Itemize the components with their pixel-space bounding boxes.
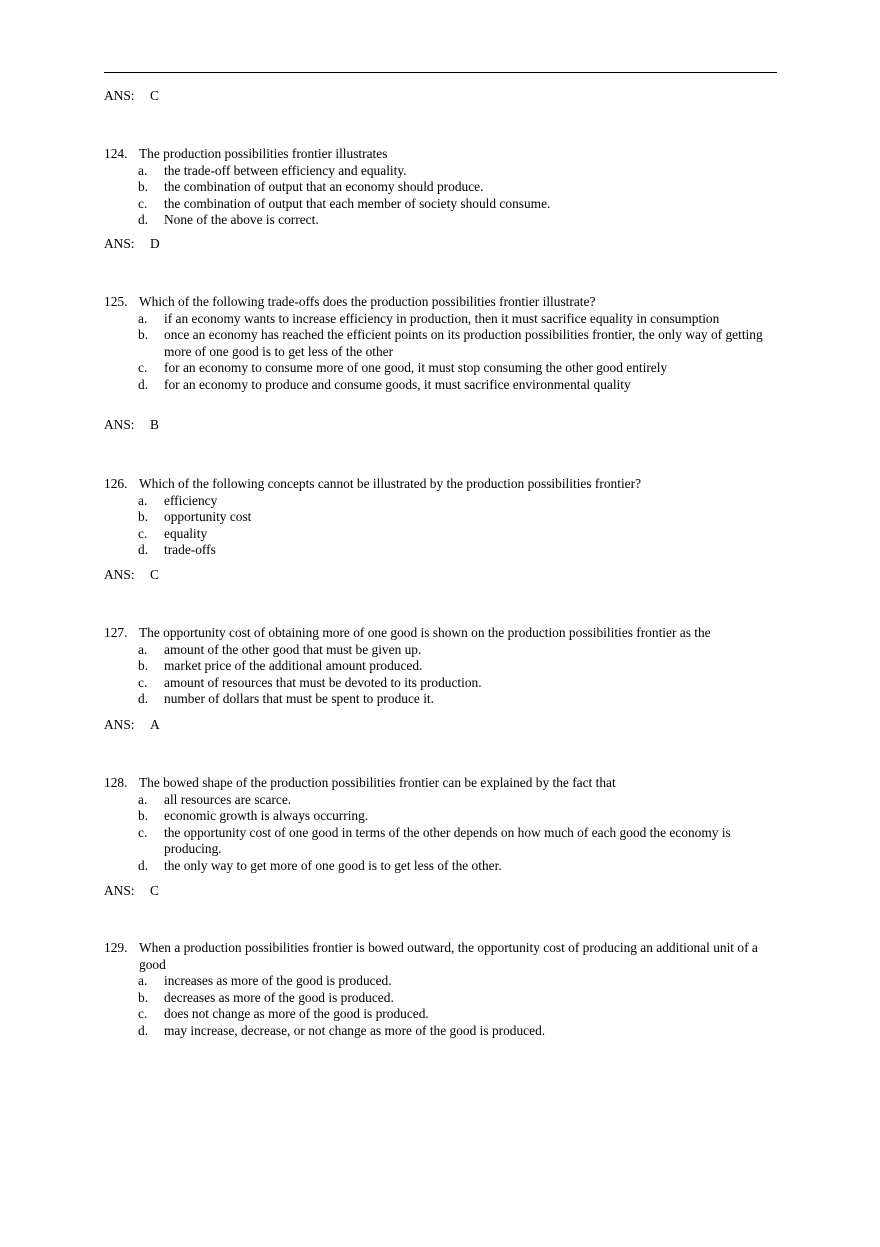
question-number: 124.	[104, 146, 128, 161]
answer-value: D	[150, 236, 160, 251]
option-letter: b.	[138, 509, 149, 524]
option-text: the combination of output that each member of society should consume.	[164, 195, 551, 211]
option-text: for an economy to consume more of one good, it must stop consuming the other good entirely	[164, 360, 668, 375]
option-letter: a.	[138, 162, 148, 178]
option-text: the trade-off between efficiency and equality.	[164, 162, 407, 178]
option-d	[104, 542, 764, 559]
option-c	[104, 675, 764, 692]
option-letter: a.	[138, 973, 148, 988]
option-text: amount of the other good that must be given up.	[164, 641, 422, 657]
option-c	[104, 1006, 764, 1023]
option-letter: b.	[138, 327, 149, 342]
option-letter: c.	[138, 195, 148, 211]
option-text: number of dollars that must be spent to produce it.	[164, 691, 434, 706]
option-text: for an economy to produce and consume goods, it must sacrifice environmental quality	[164, 376, 631, 392]
option-letter: a.	[138, 310, 148, 326]
option-b	[104, 808, 764, 825]
option-text: if an economy wants to increase efficiency in production, then it must sacrifice equality in consumption	[164, 310, 720, 326]
option-a	[104, 973, 764, 990]
answer-value: C	[150, 567, 159, 582]
answer-value: C	[150, 883, 159, 898]
option-c	[104, 825, 764, 858]
option-letter: c.	[138, 674, 148, 690]
option-letter: c.	[138, 525, 148, 541]
answer-line	[104, 236, 160, 253]
option-letter: c.	[138, 360, 148, 375]
question-124	[104, 146, 764, 229]
answer-label: ANS:	[104, 883, 135, 898]
question-number: 128.	[104, 775, 128, 790]
option-text: the opportunity cost of one good in terms of the other depends on how much of each good the economy is producing.	[164, 824, 731, 856]
option-d	[104, 212, 764, 229]
answer-line	[104, 88, 159, 105]
answer-line	[104, 567, 159, 584]
option-text: None of the above is correct.	[164, 212, 319, 227]
option-text: increases as more of the good is produced.	[164, 973, 392, 988]
answer-label: ANS:	[104, 236, 135, 251]
option-text: all resources are scarce.	[164, 791, 292, 807]
option-letter: a.	[138, 791, 148, 807]
answer-label: ANS:	[104, 717, 135, 732]
option-text: amount of resources that must be devoted to its production.	[164, 674, 482, 690]
option-a	[104, 311, 764, 328]
answer-label: ANS:	[104, 88, 135, 103]
question-127	[104, 625, 764, 708]
option-text: efficiency	[164, 492, 218, 508]
option-a	[104, 163, 764, 180]
option-text: trade-offs	[164, 542, 216, 557]
option-b	[104, 990, 764, 1007]
option-letter: d.	[138, 857, 149, 873]
option-letter: b.	[138, 808, 149, 823]
answer-value: A	[150, 717, 160, 732]
question-stem: The production possibilities frontier illustrates	[139, 146, 388, 161]
answer-label: ANS:	[104, 417, 135, 432]
answer-label: ANS:	[104, 567, 135, 582]
option-d	[104, 691, 764, 708]
option-letter: d.	[138, 542, 149, 557]
question-128	[104, 775, 764, 874]
option-letter: d.	[138, 691, 149, 706]
option-d	[104, 858, 764, 875]
option-b	[104, 179, 764, 196]
answer-line	[104, 717, 160, 734]
option-letter: a.	[138, 492, 148, 508]
option-b	[104, 509, 764, 526]
answer-line	[104, 417, 159, 434]
option-text: does not change as more of the good is produced.	[164, 1006, 429, 1021]
option-c	[104, 360, 764, 377]
question-number: 125.	[104, 294, 128, 309]
answer-line	[104, 883, 159, 900]
option-letter: c.	[138, 824, 148, 840]
option-text: once an economy has reached the efficient points on its production possibilities frontier, the only way of getting more of one good is to get less of the other	[164, 327, 763, 359]
option-b	[104, 658, 764, 675]
top-rule	[104, 72, 777, 73]
option-text: market price of the additional amount produced.	[164, 658, 423, 673]
answer-value: C	[150, 88, 159, 103]
option-d	[104, 1023, 764, 1040]
option-a	[104, 493, 764, 510]
option-letter: d.	[138, 376, 149, 392]
option-text: opportunity cost	[164, 509, 252, 524]
question-number: 127.	[104, 625, 128, 640]
option-text: may increase, decrease, or not change as more of the good is produced.	[164, 1022, 546, 1038]
question-number: 129.	[104, 940, 128, 955]
option-letter: b.	[138, 658, 149, 673]
option-text: economic growth is always occurring.	[164, 808, 369, 823]
option-letter: a.	[138, 641, 148, 657]
option-letter: d.	[138, 212, 149, 227]
option-c	[104, 196, 764, 213]
option-letter: d.	[138, 1022, 149, 1038]
question-stem: When a production possibilities frontier is bowed outward, the opportunity cost of producing an additional unit of a good	[139, 940, 758, 972]
option-b	[104, 327, 764, 360]
option-a	[104, 642, 764, 659]
option-letter: b.	[138, 989, 149, 1005]
question-126	[104, 476, 764, 559]
option-text: equality	[164, 525, 208, 541]
option-c	[104, 526, 764, 543]
question-number: 126.	[104, 476, 128, 491]
option-text: the combination of output that an economy should produce.	[164, 179, 484, 194]
option-text: the only way to get more of one good is to get less of the other.	[164, 857, 502, 873]
question-129	[104, 940, 764, 1039]
option-letter: c.	[138, 1006, 148, 1021]
question-stem: The opportunity cost of obtaining more of one good is shown on the production possibilities frontier as the	[139, 625, 711, 640]
option-text: decreases as more of the good is produced.	[164, 989, 394, 1005]
option-a	[104, 792, 764, 809]
question-125	[104, 294, 764, 393]
question-stem: Which of the following concepts cannot be illustrated by the production possibilities frontier?	[139, 476, 642, 491]
question-stem: Which of the following trade-offs does the production possibilities frontier illustrate?	[139, 294, 596, 309]
answer-value: B	[150, 417, 159, 432]
option-letter: b.	[138, 179, 149, 194]
question-stem: The bowed shape of the production possibilities frontier can be explained by the fact that	[139, 775, 616, 790]
option-d	[104, 377, 764, 394]
